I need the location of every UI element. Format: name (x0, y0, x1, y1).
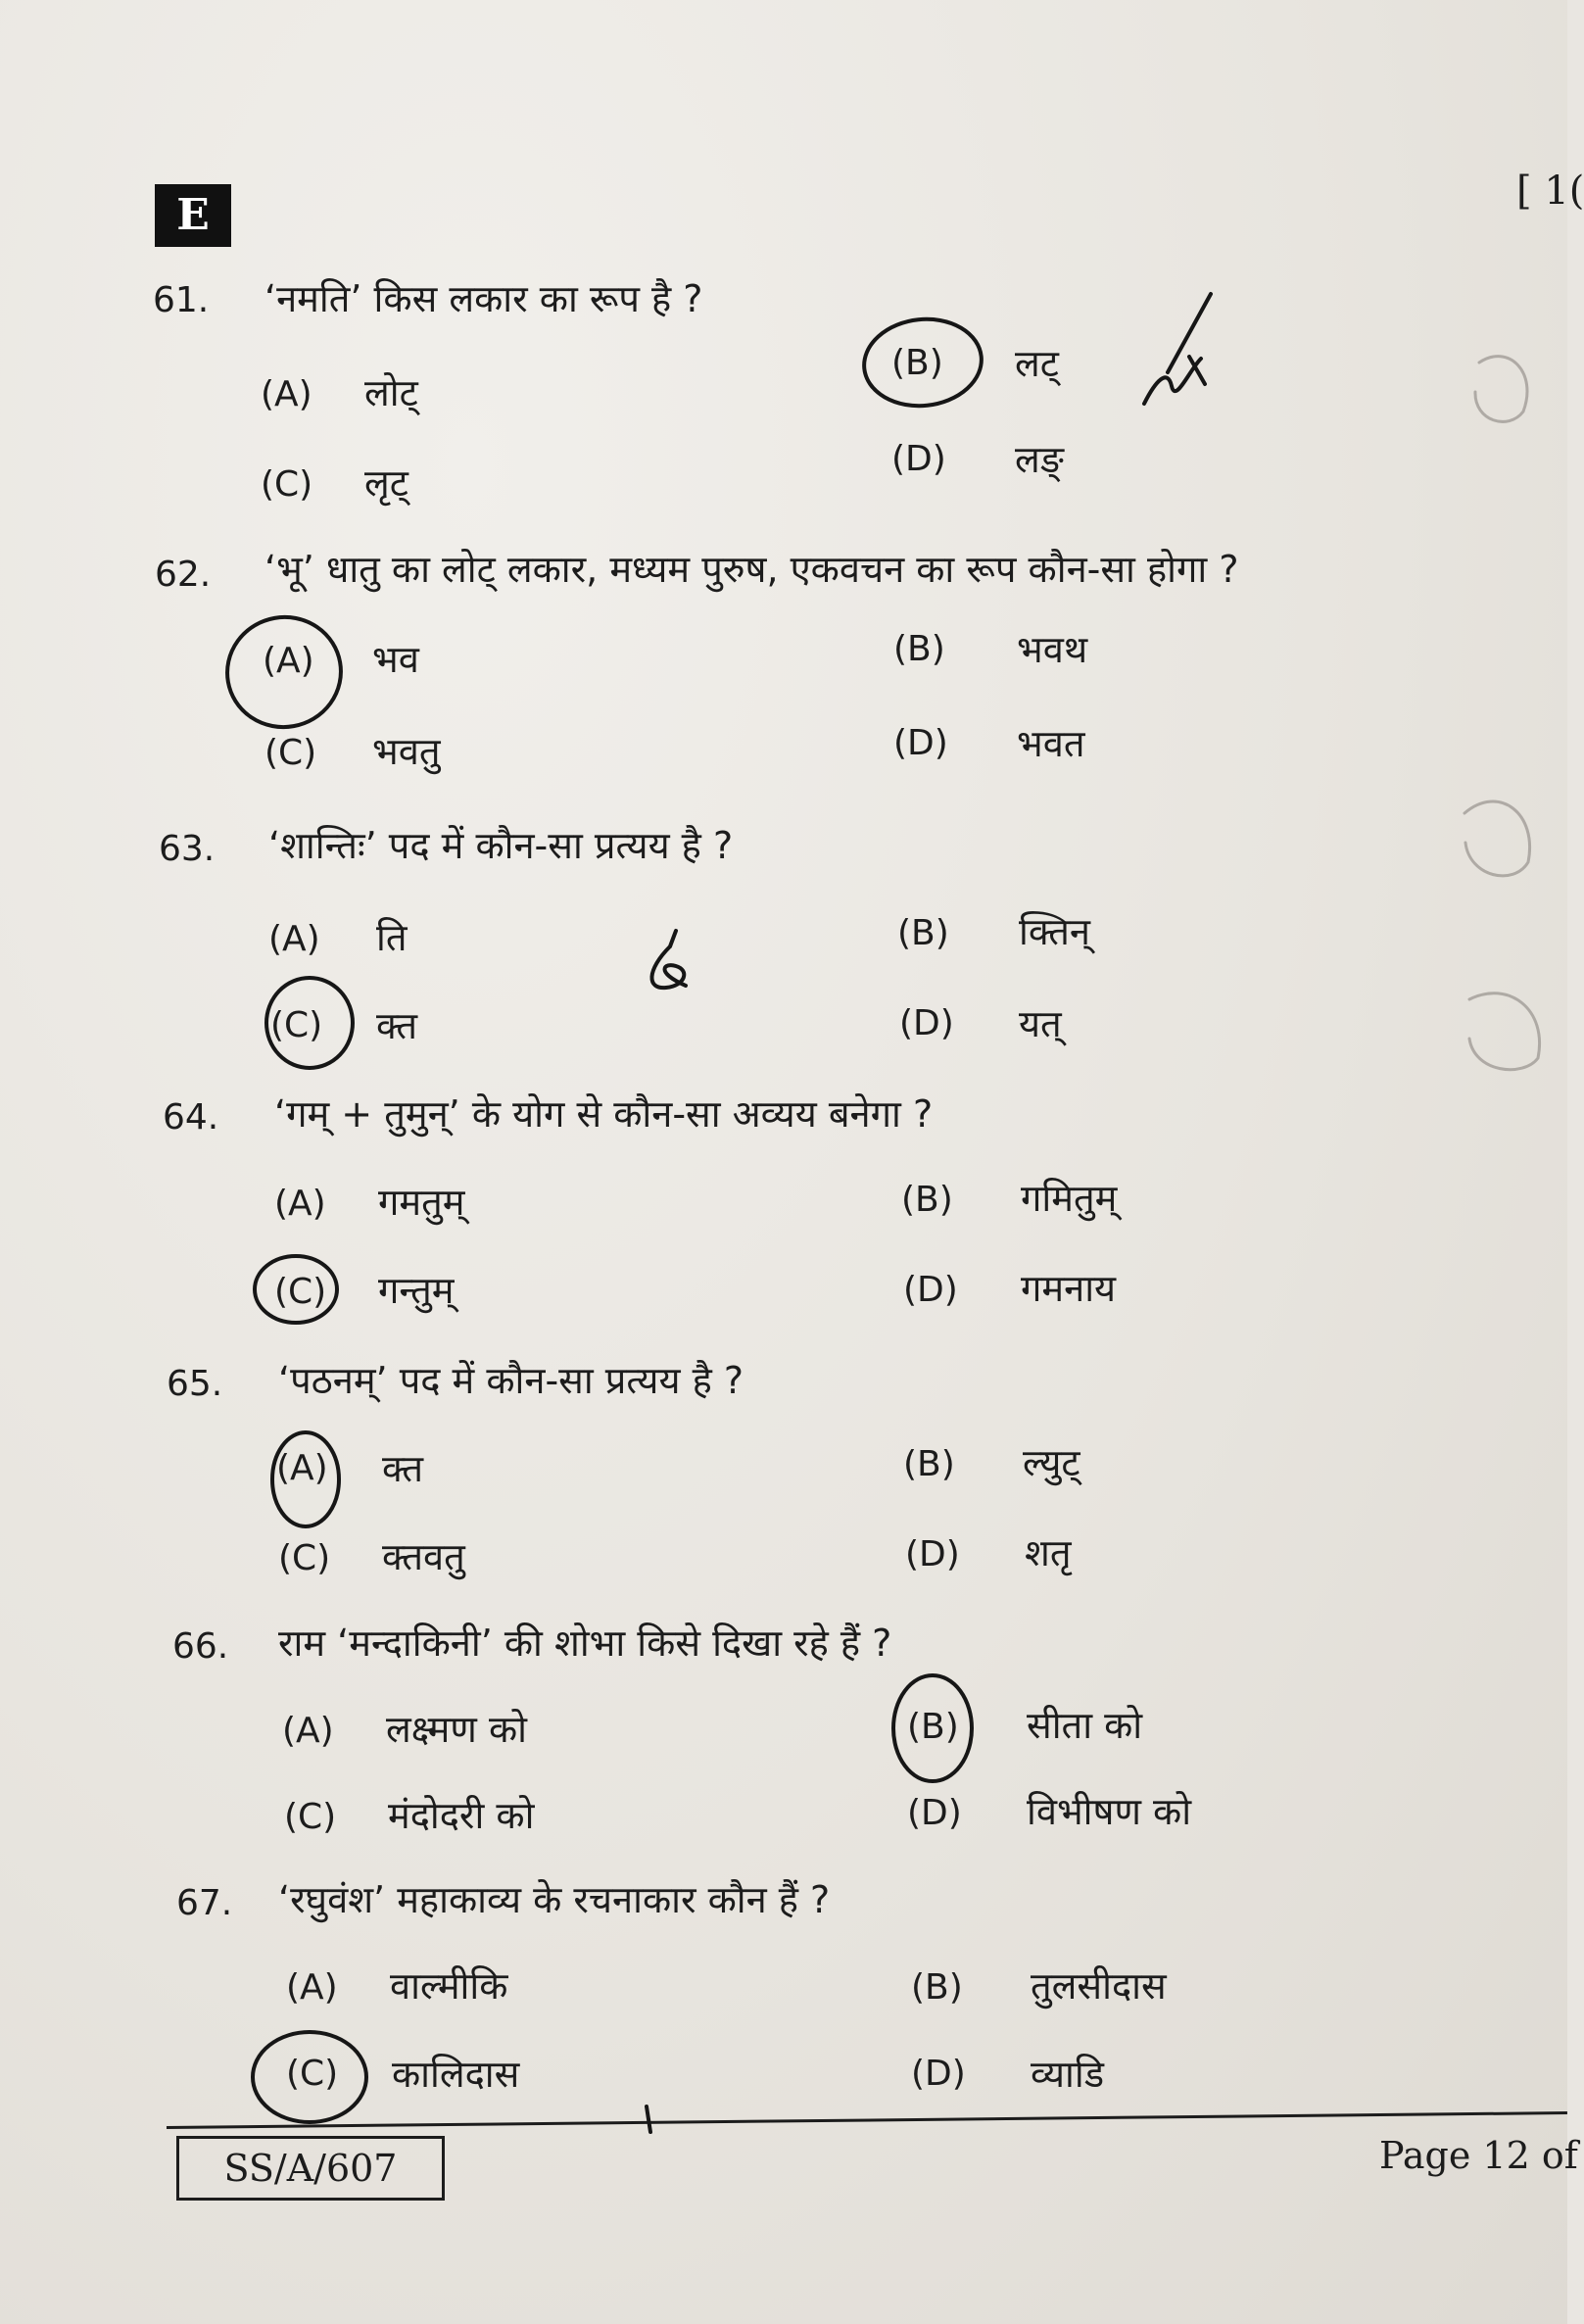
question-text: ‘रघुवंश’ महाकाव्य के रचनाकार कौन हैं ? (278, 1878, 831, 1921)
option-label: (B) (897, 913, 949, 953)
option-label: (D) (899, 1003, 954, 1043)
option-label: (B) (901, 1180, 953, 1220)
question-number: 61. (153, 280, 210, 320)
question-number: 64. (163, 1097, 219, 1138)
option-label: (C) (261, 464, 313, 505)
option-label: (A) (286, 1967, 338, 2008)
question-number: 66. (172, 1626, 229, 1667)
option-label: (A) (263, 641, 314, 681)
question-text: राम ‘मन्दाकिनी’ की शोभा किसे दिखा रहे हैं ? (278, 1622, 892, 1665)
option-text: ल्युट् (1023, 1441, 1080, 1484)
option-label: (B) (907, 1707, 959, 1747)
option-text: लृट् (364, 461, 408, 505)
paper-code: SS/A/607 (176, 2136, 445, 2201)
option-text: लोट् (364, 371, 418, 414)
bleed-through-mark (1464, 801, 1530, 876)
option-text: वाल्मीकि (390, 1964, 508, 2008)
footer-rule (167, 2111, 1567, 2129)
question-text: ‘शान्तिः’ पद में कौन-सा प्रत्यय है ? (268, 824, 734, 867)
option-text: भवत (1017, 722, 1085, 765)
pen-tick-footer (647, 2106, 650, 2132)
option-label: (B) (891, 343, 943, 383)
option-label: (B) (903, 1444, 955, 1484)
option-label: (B) (893, 629, 945, 669)
question-number: 67. (176, 1883, 233, 1923)
handwritten-mark-six (651, 931, 686, 988)
option-text: मंदोदरी को (388, 1794, 535, 1837)
option-label: (D) (911, 2054, 966, 2094)
question-text: ‘गम् + तुमुन्’ के योग से कौन-सा अव्यय बनेगा ? (274, 1092, 934, 1136)
option-label: (A) (274, 1184, 326, 1224)
option-label: (A) (282, 1711, 334, 1751)
option-text: विभीषण को (1027, 1790, 1192, 1833)
page-number-label: Page 12 of (1379, 2134, 1578, 2177)
option-text: गन्तुम् (378, 1269, 455, 1312)
bleed-through-mark (1475, 357, 1527, 422)
option-text: गमतुम् (378, 1181, 465, 1224)
option-label: (C) (286, 2054, 339, 2094)
option-text: गमितुम् (1021, 1177, 1118, 1220)
option-label: (C) (274, 1272, 327, 1312)
bleed-through-mark (1469, 993, 1540, 1070)
option-label: (D) (893, 723, 948, 763)
option-text: व्याडि (1031, 2053, 1105, 2096)
option-text: भव (372, 638, 419, 681)
question-number: 62. (155, 555, 212, 595)
option-text: शतृ (1025, 1531, 1072, 1574)
option-label: (C) (278, 1538, 331, 1578)
option-text: भवथ (1017, 628, 1088, 671)
handwritten-mark-score (1144, 294, 1211, 404)
question-text: ‘पठनम्’ पद में कौन-सा प्रत्यय है ? (278, 1359, 744, 1402)
option-label: (A) (276, 1448, 328, 1488)
option-text: लट् (1015, 342, 1059, 385)
question-number: 65. (167, 1364, 223, 1404)
option-label: (B) (911, 1967, 963, 2008)
option-text: भवतु (372, 730, 441, 773)
option-text: लक्ष्मण को (386, 1708, 527, 1751)
page-mark: [ 1( (1516, 169, 1584, 214)
option-text: गमनाय (1021, 1267, 1117, 1310)
option-text: यत् (1019, 1002, 1062, 1045)
option-label: (D) (905, 1534, 960, 1574)
option-text: क्त (376, 1004, 418, 1047)
option-text: ति (376, 916, 408, 959)
question-number: 63. (159, 829, 216, 869)
option-text: कालिदास (392, 2053, 520, 2096)
option-label: (D) (907, 1793, 962, 1833)
question-text: ‘नमति’ किस लकार का रूप है ? (264, 277, 703, 320)
option-text: क्तिन् (1019, 910, 1090, 953)
option-label: (C) (284, 1797, 337, 1837)
option-label: (A) (261, 374, 312, 414)
option-label: (C) (270, 1005, 323, 1045)
section-badge: E (155, 184, 231, 247)
option-text: क्तवतु (382, 1535, 465, 1578)
option-text: लङ् (1015, 438, 1064, 481)
option-label: (D) (891, 439, 946, 479)
option-label: (A) (268, 919, 320, 959)
option-text: सीता को (1027, 1704, 1143, 1747)
option-label: (C) (264, 733, 317, 773)
question-text: ‘भू’ धातु का लोट् लकार, मध्यम पुरुष, एकवचन का रूप कौन-सा होगा ? (264, 548, 1239, 591)
option-text: तुलसीदास (1031, 1964, 1167, 2008)
option-label: (D) (903, 1270, 958, 1310)
option-text: क्त (382, 1447, 424, 1490)
